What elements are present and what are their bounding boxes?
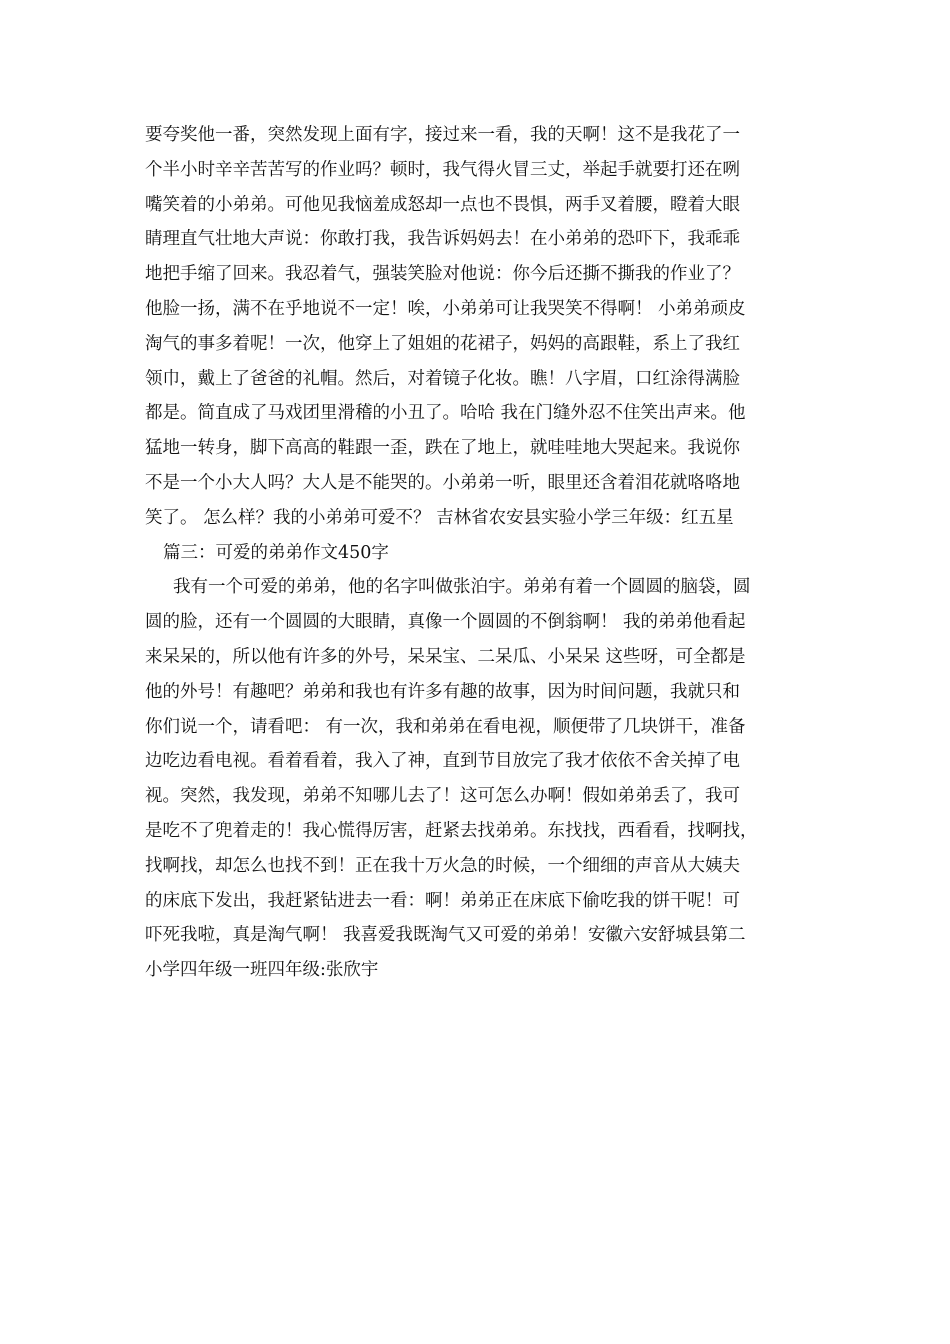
text-line: 地把手缩了回来。我忍着气，强装笑脸对他说：你今后还撕不撕我的作业了？ bbox=[145, 264, 740, 285]
text-line: 猛地一转身，脚下高高的鞋跟一歪，跌在了地上，就哇哇地大哭起来。我说你 bbox=[145, 438, 740, 459]
text-line: 是吃不了兜着走的！我心慌得厉害，赶紧去找弟弟。东找找，西看看，找啊找， bbox=[145, 820, 758, 841]
text-line: 不是一个小大人吗？大人是不能哭的。小弟弟一听，眼里还含着泪花就咯咯地 bbox=[145, 472, 740, 493]
text-line: 他脸一扬，满不在乎地说不一定！唉，小弟弟可让我哭笑不得啊！ 小弟弟顽皮 bbox=[145, 298, 746, 319]
text-line: 要夸奖他一番，突然发现上面有字，接过来一看，我的天啊！这不是我花了一 bbox=[145, 125, 740, 145]
text-line: 边吃边看电视。看着看着，我入了神，直到节目放完了我才依依不舍关掉了电 bbox=[145, 751, 740, 772]
text-line: 吓死我啦，真是淘气啊！ 我喜爱我既淘气又可爱的弟弟！安徽六安舒城县第二 bbox=[145, 925, 746, 946]
text-line: 来呆呆的，所以他有许多的外号，呆呆宝、二呆瓜、小呆呆 这些呀，可全都是 bbox=[145, 646, 746, 667]
text-line: 找啊找，却怎么也找不到！正在我十万火急的时候，一个细细的声音从大姨夫 bbox=[145, 855, 740, 876]
text-line: 他的外号！有趣吧？弟弟和我也有许多有趣的故事，因为时间问题，我就只和 bbox=[145, 681, 740, 702]
document-body bbox=[145, 118, 815, 988]
text-line: 的床底下发出，我赶紧钻进去一看：啊！弟弟正在床底下偷吃我的饼干呢！可 bbox=[145, 890, 740, 911]
text-line: 都是。简直成了马戏团里滑稽的小丑了。哈哈 我在门缝外忍不住笑出声来。他 bbox=[145, 403, 746, 424]
text-line: 视。突然，我发现，弟弟不知哪儿去了！这可怎么办啊！假如弟弟丢了，我可 bbox=[145, 786, 740, 807]
text-line: 圆的脸，还有一个圆圆的大眼睛，真像一个圆圆的不倒翁啊！ 我的弟弟他看起 bbox=[145, 612, 746, 633]
text-line: 领巾，戴上了爸爸的礼帽。然后，对着镜子化妆。瞧！八字眉，口红涂得满脸 bbox=[145, 368, 740, 389]
text-line: 我有一个可爱的弟弟，他的名字叫做张泊宇。弟弟有着一个圆圆的脑袋，圆 bbox=[173, 577, 751, 598]
text-line: 个半小时辛辛苦苦写的作业吗？顿时，我气得火冒三丈，举起手就要打还在咧 bbox=[145, 159, 740, 180]
text-line: 笑了。 怎么样？我的小弟弟可爱不？ 吉林省农安县实验小学三年级：红五星 bbox=[145, 507, 734, 528]
section-heading: 篇三：可爱的弟弟作文450字 bbox=[163, 542, 389, 563]
text-line: 嘴笑着的小弟弟。可他见我恼羞成怒却一点也不畏惧，两手叉着腰，瞪着大眼 bbox=[145, 194, 740, 215]
text-line: 睛理直气壮地大声说：你敢打我，我告诉妈妈去！在小弟弟的恐吓下，我乖乖 bbox=[145, 229, 740, 250]
text-line: 你们说一个，请看吧： 有一次，我和弟弟在看电视，顺便带了几块饼干，准备 bbox=[145, 716, 746, 737]
text-line: 小学四年级一班四年级:张欣宇 bbox=[145, 960, 379, 981]
text-line: 淘气的事多着呢！一次，他穿上了姐姐的花裙子，妈妈的高跟鞋，系上了我红 bbox=[145, 333, 740, 354]
